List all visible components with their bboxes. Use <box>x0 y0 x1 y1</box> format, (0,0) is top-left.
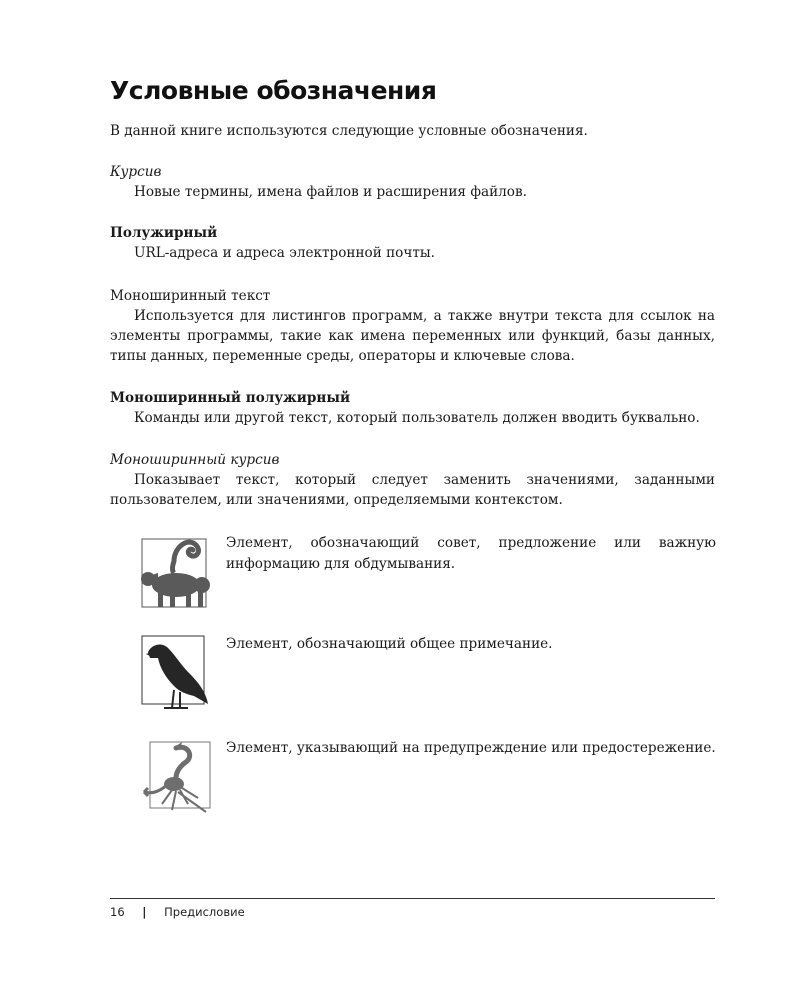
note-text: Элемент, обозначающий совет, предложение или важную информацию для обдумывания. <box>226 535 716 572</box>
term-name: Моноширинный полужирный <box>110 390 351 406</box>
term-monospace-bold <box>110 388 715 428</box>
term-name: Курсив <box>110 164 162 180</box>
note-tip <box>130 533 720 623</box>
term-name: Моноширинный текст <box>110 288 271 304</box>
note-general <box>130 634 720 724</box>
term-name: Моноширинный курсив <box>110 452 280 468</box>
note-text: Элемент, обозначающий общее примечание. <box>226 636 553 652</box>
term-description: URL-адреса и адреса электронной почты. <box>134 245 435 261</box>
page-title: Условные обозначения <box>110 76 437 105</box>
term-monospace-italic <box>110 450 715 510</box>
page-number: 16 <box>110 905 125 919</box>
term-description: Новые термины, имена файлов и расширения файлов. <box>134 184 527 200</box>
section-title: Предисловие <box>164 905 245 919</box>
term-description: Показывает текст, который следует заменить значениями, заданными пользователем, или значениями, определяемыми контекстом. <box>110 472 715 508</box>
term-italic <box>110 162 715 202</box>
term-description: Используется для листингов программ, а также внутри текста для ссылок на элементы программы, такие как имена переменных или функций, базы данных, типы данных, переменные среды, операторы и ключевые слова. <box>110 308 715 364</box>
scorpion-icon <box>136 738 208 810</box>
term-description: Команды или другой текст, который пользователь должен вводить буквально. <box>134 410 700 426</box>
note-text: Элемент, указывающий на предупреждение или предостережение. <box>226 740 716 756</box>
intro-paragraph: В данной книге используются следующие условные обозначения. <box>110 123 588 139</box>
term-bold <box>110 223 715 263</box>
page-footer <box>110 905 245 919</box>
term-monospace <box>110 286 715 366</box>
crow-icon <box>136 634 208 706</box>
footer-divider <box>110 898 715 899</box>
note-warning <box>130 738 720 828</box>
term-name: Полужирный <box>110 225 218 241</box>
lemur-icon <box>136 533 208 605</box>
footer-separator: | <box>142 905 147 919</box>
